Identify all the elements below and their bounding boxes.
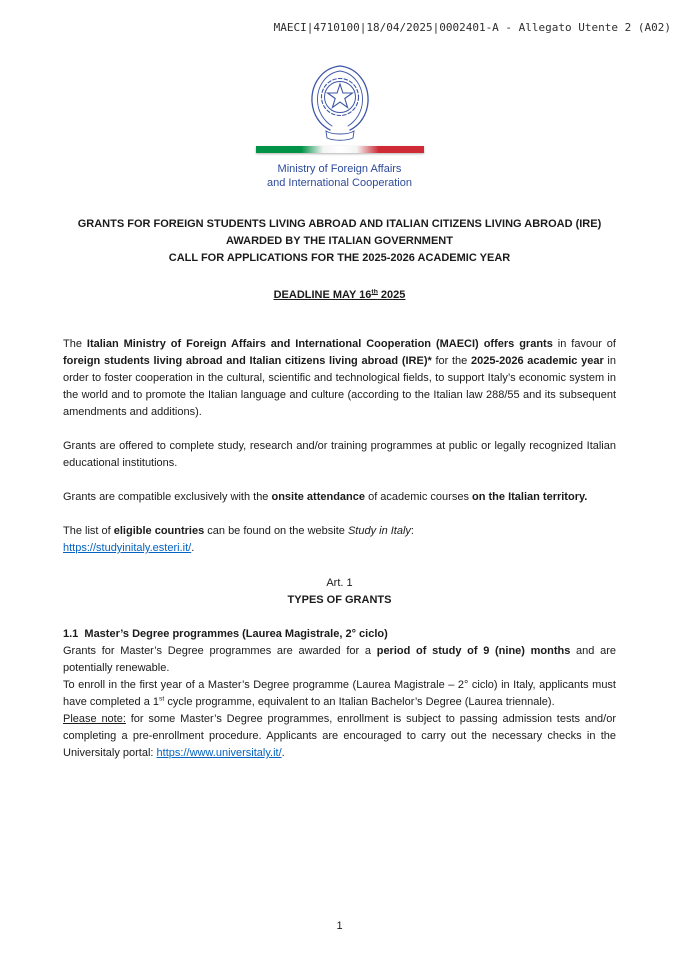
text-segment: The list of — [63, 525, 114, 537]
text-segment: in order to foster cooperation in the cultural, scientific and technological fields, to support Italy’s economic system in the world and to promote the Italian language and culture (according to the Italian law 288/55 and its subsequent amendments and additions). — [63, 355, 616, 418]
text-segment: for the — [431, 355, 471, 367]
text-segment: . — [281, 747, 285, 759]
text-segment: 2025-2026 academic year — [470, 355, 604, 367]
section-1-1-paragraph-1 — [63, 643, 616, 677]
document-body — [0, 216, 679, 762]
text-segment: offers grants — [483, 338, 553, 350]
title-line-1: GRANTS FOR FOREIGN STUDENTS LIVING ABROAD AND ITALIAN CITIZENS LIVING ABROAD (IRE) — [77, 218, 602, 230]
text-segment: cycle programme, equivalent to an Italian Bachelor’s Degree (Laurea triennale). — [164, 696, 555, 708]
article-title: TYPES OF GRANTS — [287, 594, 392, 606]
section-1-1-paragraph-2 — [63, 677, 616, 711]
text-segment: in favour of — [552, 338, 616, 350]
section-1-1-heading — [63, 626, 616, 643]
text-segment: : — [410, 525, 414, 537]
text-segment: can be found on the website — [204, 525, 348, 537]
hyperlink[interactable]: https://www.universitaly.it/ — [156, 747, 282, 759]
text-segment: 2025 — [377, 289, 406, 301]
text-segment: onsite attendance — [271, 491, 366, 503]
text-segment: Grants are compatible exclusively with the — [63, 491, 272, 503]
text-segment: . — [191, 542, 195, 554]
italian-flag-bar — [256, 146, 424, 153]
text-segment: DEADLINE MAY 16 — [273, 289, 372, 301]
article-number: Art. 1 — [326, 577, 353, 589]
superscript-text: st — [159, 695, 165, 703]
title-line-2: AWARDED BY THE ITALIAN GOVERNMENT — [226, 235, 453, 247]
paragraph-grants-offered — [63, 438, 616, 472]
section-1-1-paragraph-3 — [63, 711, 616, 762]
text-segment: To enroll in the first year of a Master’s Degree programme (Laurea Magistrale – 2° ciclo) in Italy, applicants must have completed a 1 — [63, 679, 616, 708]
paragraph-compatibility — [63, 489, 616, 506]
text-segment: and are potentially renewable. — [63, 645, 616, 674]
hyperlink[interactable]: https://studyinitaly.esteri.it/ — [63, 542, 192, 554]
text-segment: eligible countries — [113, 525, 205, 537]
text-segment: foreign students living abroad and Italian citizens living abroad (IRE)* — [63, 355, 432, 367]
text-segment: Grants are offered to complete study, research and/or training programmes at public or legally recognized Italian educational institutions. — [63, 440, 616, 469]
text-segment: The — [63, 338, 87, 350]
superscript-text: th — [371, 288, 378, 296]
text-segment: Italian Ministry of Foreign Affairs and International Cooperation (MAECI) — [86, 338, 479, 350]
section-1-1 — [63, 626, 616, 762]
text-segment: on the Italian territory. — [472, 491, 588, 503]
letterhead — [0, 62, 679, 190]
text-segment: period of study of 9 (nine) months — [376, 645, 571, 657]
text-segment: Study in Italy — [347, 525, 411, 537]
text-segment: Please note: — [63, 713, 126, 725]
text-segment: 1.1 Master’s Degree programmes (Laurea Magistrale, 2° ciclo) — [63, 628, 388, 640]
text-segment: of academic courses — [365, 491, 473, 503]
ministry-line-1: Ministry of Foreign Affairs — [277, 163, 402, 175]
ministry-name — [267, 162, 412, 190]
document-title — [63, 216, 616, 267]
text-segment: for some Master’s Degree programmes, enrollment is subject to passing admission tests and/or completing a pre-enrollment procedure. Applicants are encouraged to carry out the necessary checks in the Universitaly portal: — [63, 713, 617, 759]
protocol-stamp: MAECI|4710100|18/04/2025|0002401-A - Allegato Utente 2 (A02) — [273, 21, 671, 34]
ministry-line-2: and International Cooperation — [267, 177, 412, 189]
page-number: 1 — [336, 920, 343, 932]
deadline-line — [63, 287, 616, 304]
title-line-3: CALL FOR APPLICATIONS FOR THE 2025-2026 ACADEMIC YEAR — [168, 252, 511, 264]
intro-paragraph — [63, 336, 616, 421]
text-segment: Grants for Master’s Degree programmes are awarded for a — [63, 645, 377, 657]
article-1-heading — [63, 575, 616, 609]
paragraph-eligible-countries — [63, 523, 616, 557]
italy-republic-emblem-icon — [302, 62, 378, 142]
